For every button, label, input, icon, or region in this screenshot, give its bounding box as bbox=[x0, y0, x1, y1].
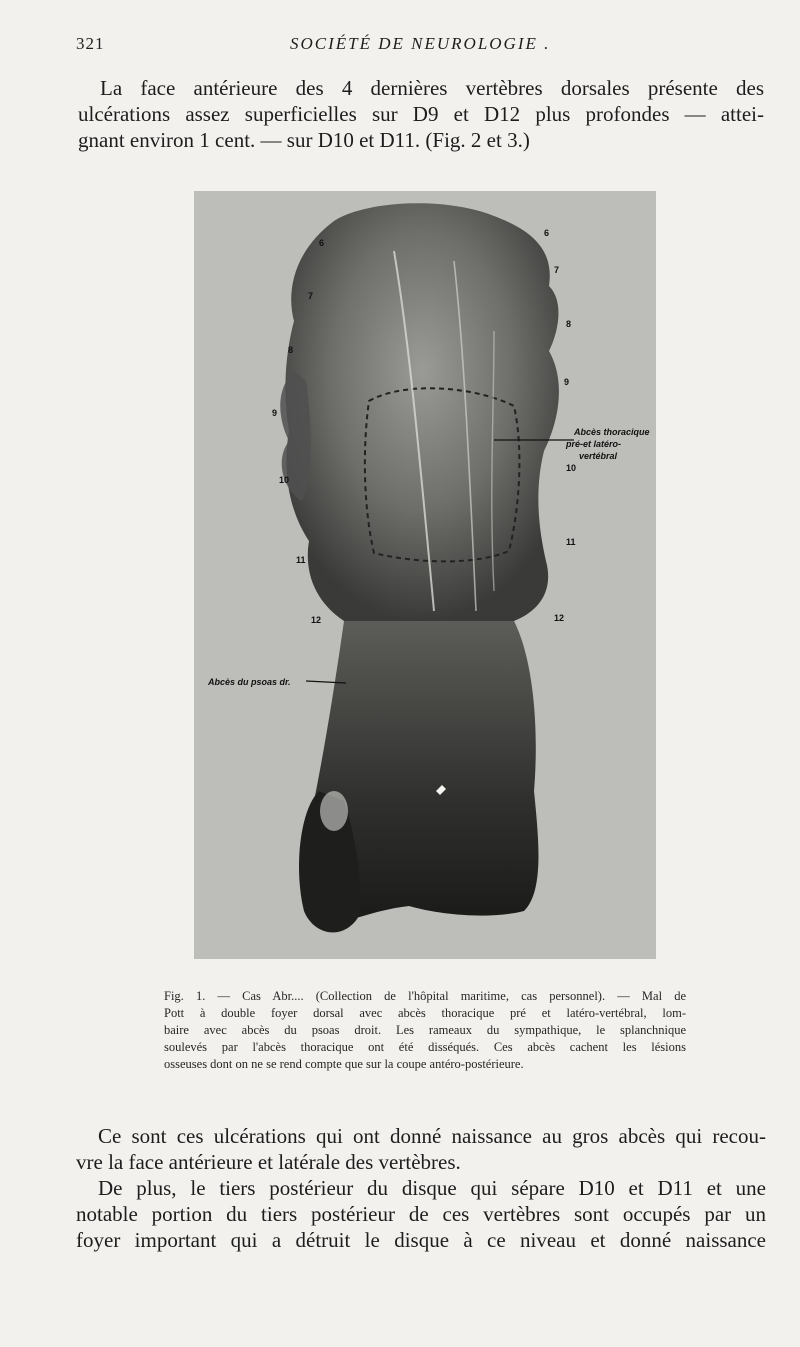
vertebra-number: 10 bbox=[279, 475, 290, 485]
vertebra-number: 7 bbox=[554, 265, 560, 275]
vertebra-number: 7 bbox=[308, 291, 314, 301]
vertebra-number: 9 bbox=[564, 377, 570, 387]
text-line: gnant environ 1 cent. — sur D10 et D11. (Fig. 2 et 3.) bbox=[78, 128, 530, 152]
body-paragraph-2 bbox=[76, 1175, 766, 1253]
vertebra-number: 8 bbox=[566, 319, 572, 329]
vertebra-number: 11 bbox=[296, 555, 306, 565]
vertebra-number: 12 bbox=[311, 615, 322, 625]
label-psoas-abscess: Abcès du psoas dr. bbox=[208, 677, 291, 687]
text-line: Ce sont ces ulcérations qui ont donné naissance au gros abcès qui recou- bbox=[98, 1124, 766, 1148]
vertebra-number: 9 bbox=[272, 408, 278, 418]
caption-line: osseuses dont on ne se rend compte que sur la coupe antéro-postérieure. bbox=[164, 1057, 524, 1071]
intro-paragraph bbox=[78, 75, 764, 153]
vertebra-number: 6 bbox=[544, 228, 550, 238]
text-line: ulcérations assez superficielles sur D9 et D12 plus profondes — attei- bbox=[78, 102, 764, 126]
vertebra-number: 8 bbox=[288, 345, 294, 355]
label-thoracic-abscess-3: vertébral bbox=[579, 451, 618, 461]
running-header bbox=[76, 34, 776, 60]
vertebra-number: 10 bbox=[566, 463, 577, 473]
text-line: De plus, le tiers postérieur du disque qui sépare D10 et D11 et une bbox=[98, 1176, 766, 1200]
vertebra-number: 6 bbox=[319, 238, 325, 248]
text-line: foyer important qui a détruit le disque à ce niveau et donné naissance bbox=[76, 1228, 766, 1252]
caption-line: Fig. 1. — Cas Abr.... (Collection de l'hôpital maritime, cas personnel). — Mal de bbox=[164, 989, 686, 1003]
caption-line: baire avec abcès du psoas droit. Les rameaux du sympathique, le splanchnique bbox=[164, 1023, 686, 1037]
label-thoracic-abscess-2: pré-et latéro- bbox=[566, 439, 622, 449]
figure-caption bbox=[164, 988, 686, 1073]
label-thoracic-abscess-1: Abcès thoracique bbox=[574, 427, 650, 437]
text-line: vre la face antérieure et latérale des vertèbres. bbox=[76, 1150, 461, 1174]
body-paragraph-1 bbox=[76, 1123, 766, 1175]
specimen-illustration bbox=[194, 191, 656, 959]
caption-line: Pott à double foyer dorsal avec abcès thoracique pré et latéro-vertébral, lom- bbox=[164, 1006, 686, 1020]
text-line: La face antérieure des 4 dernières vertèbres dorsales présente des bbox=[100, 76, 764, 100]
vertebra-number: 11 bbox=[566, 537, 576, 547]
thoracic-mass bbox=[285, 203, 559, 621]
text-line: notable portion du tiers postérieur de ces vertèbres sont occupés par un bbox=[76, 1202, 766, 1226]
running-title: SOCIÉTÉ DE NEUROLOGIE . bbox=[290, 34, 551, 53]
caption-line: soulevés par l'abcès thoracique ont été disséqués. Ces abcès cachent les lésions bbox=[164, 1040, 686, 1054]
vertebra-number: 12 bbox=[554, 613, 565, 623]
specimen-photograph bbox=[194, 191, 656, 959]
page-number: 321 bbox=[76, 34, 105, 53]
